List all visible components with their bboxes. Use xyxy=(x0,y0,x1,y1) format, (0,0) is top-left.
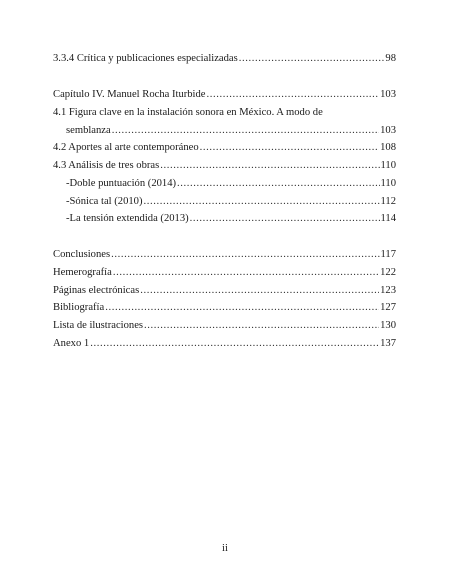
toc-entry-label: -Doble puntuación (2014) xyxy=(66,178,177,189)
dot-leader xyxy=(160,159,379,172)
toc-entry-label-first-line: 4.1 Figura clave en la instalación sonora en México. A modo de xyxy=(53,107,323,118)
toc-entry-page: 114 xyxy=(380,213,396,224)
toc-entry-page: 122 xyxy=(380,267,396,278)
toc-entry xyxy=(53,141,396,154)
dot-leader xyxy=(200,141,379,154)
toc-entry-label: Capítulo IV. Manuel Rocha Iturbide xyxy=(53,89,206,100)
dot-leader xyxy=(105,301,379,314)
toc-entry-page: 130 xyxy=(380,320,396,331)
toc-entry-page: 112 xyxy=(380,196,396,207)
toc-entry xyxy=(53,337,396,350)
dot-leader xyxy=(112,124,379,137)
dot-leader xyxy=(144,319,379,332)
toc-entry-label: 3.3.4 Crítica y publicaciones especializadas xyxy=(53,53,238,64)
toc-entry xyxy=(53,266,396,279)
toc-entry xyxy=(53,301,396,314)
toc-entry xyxy=(53,52,396,65)
toc-entry-page: 110 xyxy=(380,178,396,189)
toc-entry xyxy=(53,248,396,261)
toc-entry xyxy=(66,212,396,225)
toc-entry-page: 103 xyxy=(380,125,396,136)
dot-leader xyxy=(207,88,380,101)
toc-entry xyxy=(66,195,396,208)
dot-leader xyxy=(90,337,379,350)
dot-leader xyxy=(113,266,379,279)
toc-entry-label: Lista de ilustraciones xyxy=(53,320,144,331)
dot-leader xyxy=(177,177,379,190)
toc-entry xyxy=(66,177,396,190)
toc-entry-label: -Sónica tal (2010) xyxy=(66,196,143,207)
dot-leader xyxy=(140,284,379,297)
toc-entry-label: Hemerografía xyxy=(53,267,112,278)
toc-entry-label: 4.2 Aportes al arte contemporáneo xyxy=(53,142,199,153)
toc-entry xyxy=(53,159,396,172)
toc-entry-page: 123 xyxy=(380,285,396,296)
toc-entry-label: Anexo 1 xyxy=(53,338,90,349)
toc-entry xyxy=(53,319,396,332)
page-number: ii xyxy=(222,543,228,554)
toc-entry-page: 137 xyxy=(380,338,396,349)
toc-entry-label: Bibliografía xyxy=(53,302,105,313)
toc-entry-label: Conclusiones xyxy=(53,249,111,260)
toc-entry xyxy=(66,124,396,137)
toc-entry-label: -La tensión extendida (2013) xyxy=(66,213,189,224)
toc-entry-label: Páginas electrónicas xyxy=(53,285,140,296)
toc-entry-label: 4.3 Análisis de tres obras xyxy=(53,160,160,171)
toc-entry-label: semblanza xyxy=(66,125,111,136)
dot-leader xyxy=(144,195,380,208)
toc-entry-page: 110 xyxy=(380,160,396,171)
toc-entry-page: 127 xyxy=(380,302,396,313)
toc-entry-page: 98 xyxy=(385,53,396,64)
toc-entry-page: 108 xyxy=(380,142,396,153)
dot-leader xyxy=(190,212,380,225)
dot-leader xyxy=(239,52,385,65)
toc-entry-page: 117 xyxy=(380,249,396,260)
toc-entry xyxy=(53,284,396,297)
dot-leader xyxy=(111,248,379,261)
toc-entry-page: 103 xyxy=(380,89,396,100)
toc-entry xyxy=(53,88,396,101)
